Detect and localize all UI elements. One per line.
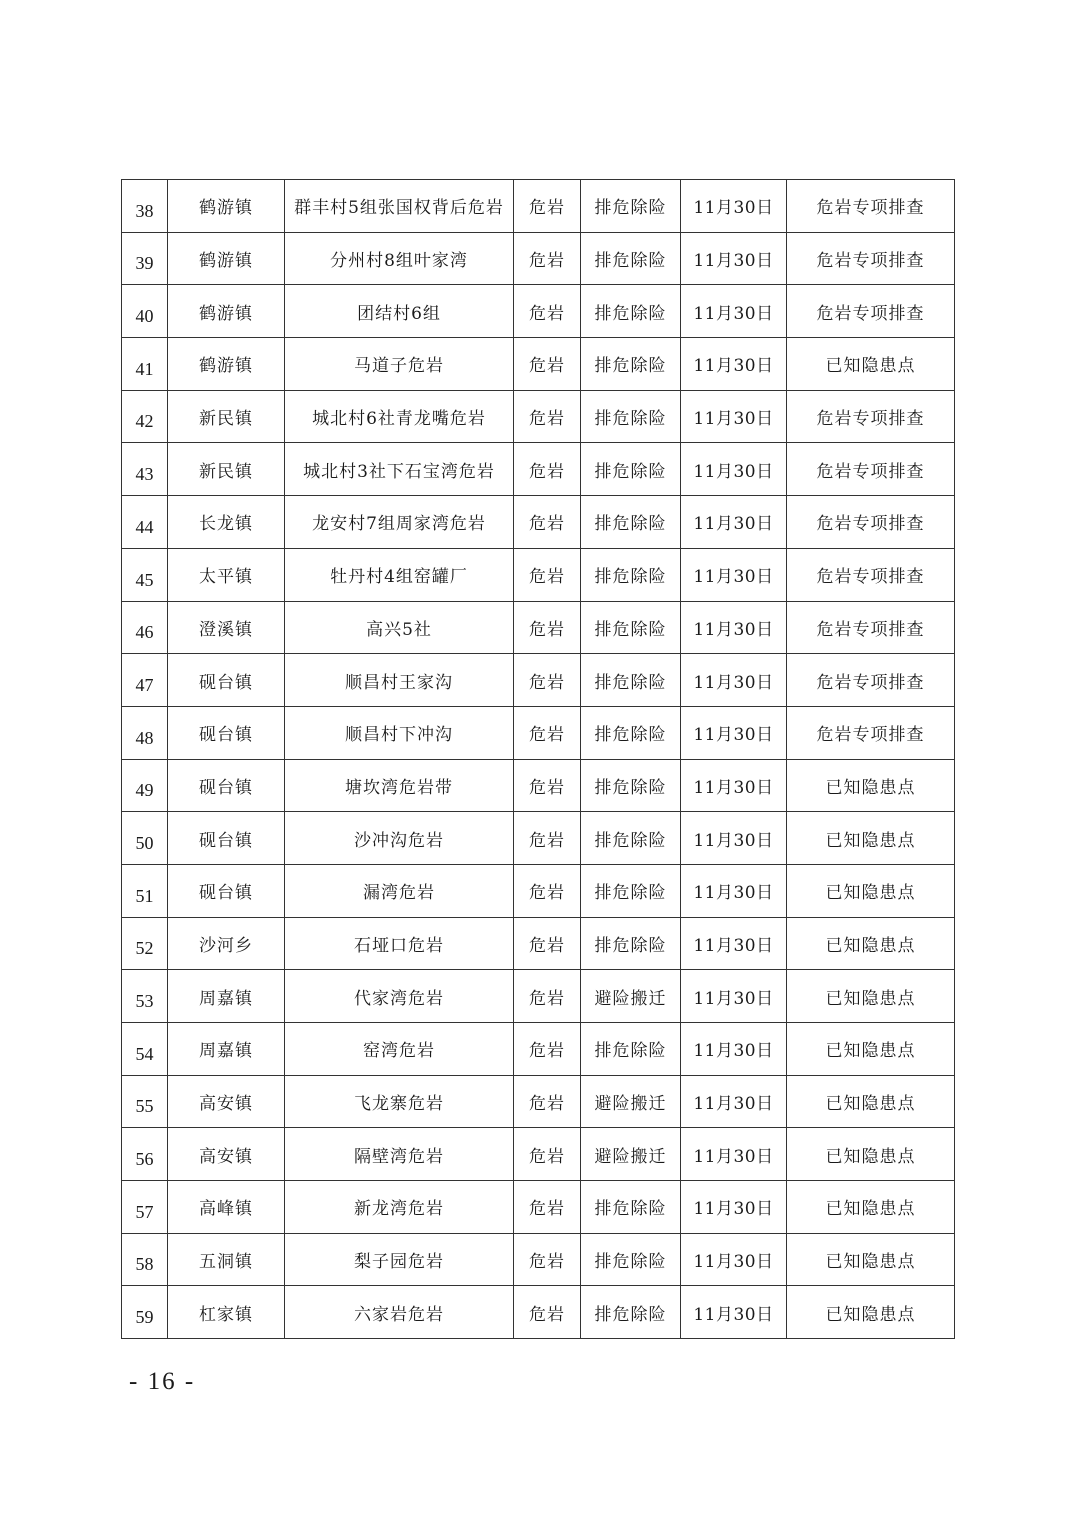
cell-deadline: 11月30日 (681, 496, 787, 549)
cell-deadline: 11月30日 (681, 864, 787, 917)
cell-hazard-type: 危岩 (514, 812, 581, 865)
cell-deadline: 11月30日 (681, 601, 787, 654)
cell-measure: 避险搬迁 (581, 970, 681, 1023)
table-row (122, 180, 955, 233)
cell-town: 鹤游镇 (168, 285, 285, 338)
cell-source: 已知隐患点 (787, 970, 955, 1023)
cell-hazard-type: 危岩 (514, 496, 581, 549)
cell-measure: 排危除险 (581, 1023, 681, 1076)
cell-town: 鹤游镇 (168, 232, 285, 285)
cell-serial-number: 51 (122, 864, 168, 917)
cell-hazard-type: 危岩 (514, 1286, 581, 1339)
table-row (122, 812, 955, 865)
table-row (122, 1023, 955, 1076)
table-row (122, 1075, 955, 1128)
cell-hazard-type: 危岩 (514, 601, 581, 654)
cell-deadline: 11月30日 (681, 706, 787, 759)
cell-source: 已知隐患点 (787, 917, 955, 970)
cell-measure: 避险搬迁 (581, 1075, 681, 1128)
cell-deadline: 11月30日 (681, 548, 787, 601)
cell-serial-number: 42 (122, 390, 168, 443)
cell-location: 窑湾危岩 (285, 1023, 514, 1076)
cell-town: 高安镇 (168, 1128, 285, 1181)
cell-hazard-type: 危岩 (514, 285, 581, 338)
cell-hazard-type: 危岩 (514, 338, 581, 391)
cell-town: 砚台镇 (168, 864, 285, 917)
cell-measure: 排危除险 (581, 443, 681, 496)
cell-source: 已知隐患点 (787, 759, 955, 812)
cell-serial-number: 44 (122, 496, 168, 549)
cell-town: 新民镇 (168, 443, 285, 496)
cell-town: 周嘉镇 (168, 1023, 285, 1076)
cell-source: 已知隐患点 (787, 1286, 955, 1339)
cell-serial-number: 49 (122, 759, 168, 812)
cell-location: 群丰村5组张国权背后危岩 (285, 180, 514, 233)
cell-serial-number: 45 (122, 548, 168, 601)
cell-location: 塘坎湾危岩带 (285, 759, 514, 812)
hazard-table (121, 179, 955, 1339)
cell-source: 危岩专项排查 (787, 548, 955, 601)
table-row (122, 443, 955, 496)
cell-deadline: 11月30日 (681, 812, 787, 865)
cell-location: 六家岩危岩 (285, 1286, 514, 1339)
cell-town: 新民镇 (168, 390, 285, 443)
cell-serial-number: 52 (122, 917, 168, 970)
cell-deadline: 11月30日 (681, 654, 787, 707)
cell-measure: 排危除险 (581, 917, 681, 970)
cell-serial-number: 56 (122, 1128, 168, 1181)
page-number: - 16 - (129, 1368, 196, 1395)
cell-town: 长龙镇 (168, 496, 285, 549)
cell-location: 龙安村7组周家湾危岩 (285, 496, 514, 549)
cell-serial-number: 53 (122, 970, 168, 1023)
cell-location: 飞龙寨危岩 (285, 1075, 514, 1128)
cell-source: 危岩专项排查 (787, 285, 955, 338)
cell-source: 危岩专项排查 (787, 390, 955, 443)
cell-serial-number: 54 (122, 1023, 168, 1076)
table-row (122, 601, 955, 654)
cell-town: 鹤游镇 (168, 180, 285, 233)
cell-measure: 避险搬迁 (581, 1128, 681, 1181)
cell-deadline: 11月30日 (681, 338, 787, 391)
cell-measure: 排危除险 (581, 1286, 681, 1339)
cell-source: 已知隐患点 (787, 1023, 955, 1076)
cell-deadline: 11月30日 (681, 970, 787, 1023)
cell-location: 高兴5社 (285, 601, 514, 654)
cell-measure: 排危除险 (581, 1181, 681, 1234)
cell-serial-number: 38 (122, 180, 168, 233)
cell-source: 已知隐患点 (787, 1181, 955, 1234)
table-row (122, 548, 955, 601)
cell-deadline: 11月30日 (681, 1075, 787, 1128)
cell-source: 已知隐患点 (787, 812, 955, 865)
cell-deadline: 11月30日 (681, 917, 787, 970)
table-row (122, 917, 955, 970)
cell-town: 沙河乡 (168, 917, 285, 970)
cell-source: 危岩专项排查 (787, 443, 955, 496)
cell-serial-number: 55 (122, 1075, 168, 1128)
cell-hazard-type: 危岩 (514, 1233, 581, 1286)
cell-source: 危岩专项排查 (787, 654, 955, 707)
table-row (122, 1233, 955, 1286)
cell-hazard-type: 危岩 (514, 654, 581, 707)
cell-location: 漏湾危岩 (285, 864, 514, 917)
cell-serial-number: 47 (122, 654, 168, 707)
cell-source: 危岩专项排查 (787, 496, 955, 549)
cell-measure: 排危除险 (581, 864, 681, 917)
cell-measure: 排危除险 (581, 338, 681, 391)
cell-source: 已知隐患点 (787, 1128, 955, 1181)
cell-deadline: 11月30日 (681, 1181, 787, 1234)
cell-town: 鹤游镇 (168, 338, 285, 391)
cell-deadline: 11月30日 (681, 180, 787, 233)
cell-serial-number: 40 (122, 285, 168, 338)
cell-serial-number: 46 (122, 601, 168, 654)
cell-measure: 排危除险 (581, 601, 681, 654)
table-row (122, 338, 955, 391)
cell-measure: 排危除险 (581, 285, 681, 338)
cell-town: 太平镇 (168, 548, 285, 601)
cell-source: 已知隐患点 (787, 1233, 955, 1286)
cell-measure: 排危除险 (581, 180, 681, 233)
cell-deadline: 11月30日 (681, 390, 787, 443)
cell-measure: 排危除险 (581, 759, 681, 812)
cell-location: 沙冲沟危岩 (285, 812, 514, 865)
cell-deadline: 11月30日 (681, 1128, 787, 1181)
cell-serial-number: 50 (122, 812, 168, 865)
table-row (122, 496, 955, 549)
table-row (122, 1286, 955, 1339)
cell-hazard-type: 危岩 (514, 390, 581, 443)
table-row (122, 759, 955, 812)
cell-serial-number: 41 (122, 338, 168, 391)
cell-location: 城北村6社青龙嘴危岩 (285, 390, 514, 443)
cell-measure: 排危除险 (581, 654, 681, 707)
cell-hazard-type: 危岩 (514, 1023, 581, 1076)
cell-source: 危岩专项排查 (787, 180, 955, 233)
cell-location: 新龙湾危岩 (285, 1181, 514, 1234)
cell-location: 马道子危岩 (285, 338, 514, 391)
cell-serial-number: 59 (122, 1286, 168, 1339)
cell-serial-number: 58 (122, 1233, 168, 1286)
cell-town: 高安镇 (168, 1075, 285, 1128)
cell-source: 危岩专项排查 (787, 601, 955, 654)
cell-measure: 排危除险 (581, 706, 681, 759)
cell-hazard-type: 危岩 (514, 706, 581, 759)
cell-hazard-type: 危岩 (514, 1128, 581, 1181)
cell-hazard-type: 危岩 (514, 1181, 581, 1234)
cell-location: 城北村3社下石宝湾危岩 (285, 443, 514, 496)
cell-location: 顺昌村下冲沟 (285, 706, 514, 759)
cell-hazard-type: 危岩 (514, 1075, 581, 1128)
cell-location: 顺昌村王家沟 (285, 654, 514, 707)
table-row (122, 1128, 955, 1181)
cell-deadline: 11月30日 (681, 759, 787, 812)
table-row (122, 1181, 955, 1234)
cell-location: 牡丹村4组窑罐厂 (285, 548, 514, 601)
cell-measure: 排危除险 (581, 232, 681, 285)
cell-hazard-type: 危岩 (514, 548, 581, 601)
cell-source: 危岩专项排查 (787, 232, 955, 285)
cell-deadline: 11月30日 (681, 1023, 787, 1076)
cell-deadline: 11月30日 (681, 443, 787, 496)
cell-source: 已知隐患点 (787, 864, 955, 917)
cell-town: 杠家镇 (168, 1286, 285, 1339)
cell-hazard-type: 危岩 (514, 864, 581, 917)
table-row (122, 864, 955, 917)
cell-measure: 排危除险 (581, 1233, 681, 1286)
cell-town: 高峰镇 (168, 1181, 285, 1234)
table-body (122, 180, 955, 1339)
cell-hazard-type: 危岩 (514, 180, 581, 233)
cell-town: 周嘉镇 (168, 970, 285, 1023)
cell-location: 石垭口危岩 (285, 917, 514, 970)
cell-hazard-type: 危岩 (514, 917, 581, 970)
cell-hazard-type: 危岩 (514, 443, 581, 496)
cell-location: 团结村6组 (285, 285, 514, 338)
cell-source: 危岩专项排查 (787, 706, 955, 759)
cell-hazard-type: 危岩 (514, 232, 581, 285)
cell-town: 砚台镇 (168, 812, 285, 865)
cell-serial-number: 48 (122, 706, 168, 759)
cell-deadline: 11月30日 (681, 1233, 787, 1286)
table-row (122, 970, 955, 1023)
cell-measure: 排危除险 (581, 496, 681, 549)
table-row (122, 706, 955, 759)
cell-town: 砚台镇 (168, 759, 285, 812)
cell-measure: 排危除险 (581, 812, 681, 865)
cell-town: 砚台镇 (168, 706, 285, 759)
cell-town: 五洞镇 (168, 1233, 285, 1286)
cell-serial-number: 57 (122, 1181, 168, 1234)
cell-source: 已知隐患点 (787, 338, 955, 391)
cell-location: 隔壁湾危岩 (285, 1128, 514, 1181)
cell-serial-number: 43 (122, 443, 168, 496)
table-row (122, 654, 955, 707)
cell-measure: 排危除险 (581, 548, 681, 601)
cell-measure: 排危除险 (581, 390, 681, 443)
cell-location: 代家湾危岩 (285, 970, 514, 1023)
table-row (122, 232, 955, 285)
cell-location: 梨子园危岩 (285, 1233, 514, 1286)
cell-serial-number: 39 (122, 232, 168, 285)
cell-location: 分州村8组叶家湾 (285, 232, 514, 285)
cell-town: 澄溪镇 (168, 601, 285, 654)
cell-town: 砚台镇 (168, 654, 285, 707)
table-row (122, 390, 955, 443)
cell-deadline: 11月30日 (681, 232, 787, 285)
cell-deadline: 11月30日 (681, 1286, 787, 1339)
cell-deadline: 11月30日 (681, 285, 787, 338)
cell-hazard-type: 危岩 (514, 759, 581, 812)
table-row (122, 285, 955, 338)
cell-hazard-type: 危岩 (514, 970, 581, 1023)
cell-source: 已知隐患点 (787, 1075, 955, 1128)
